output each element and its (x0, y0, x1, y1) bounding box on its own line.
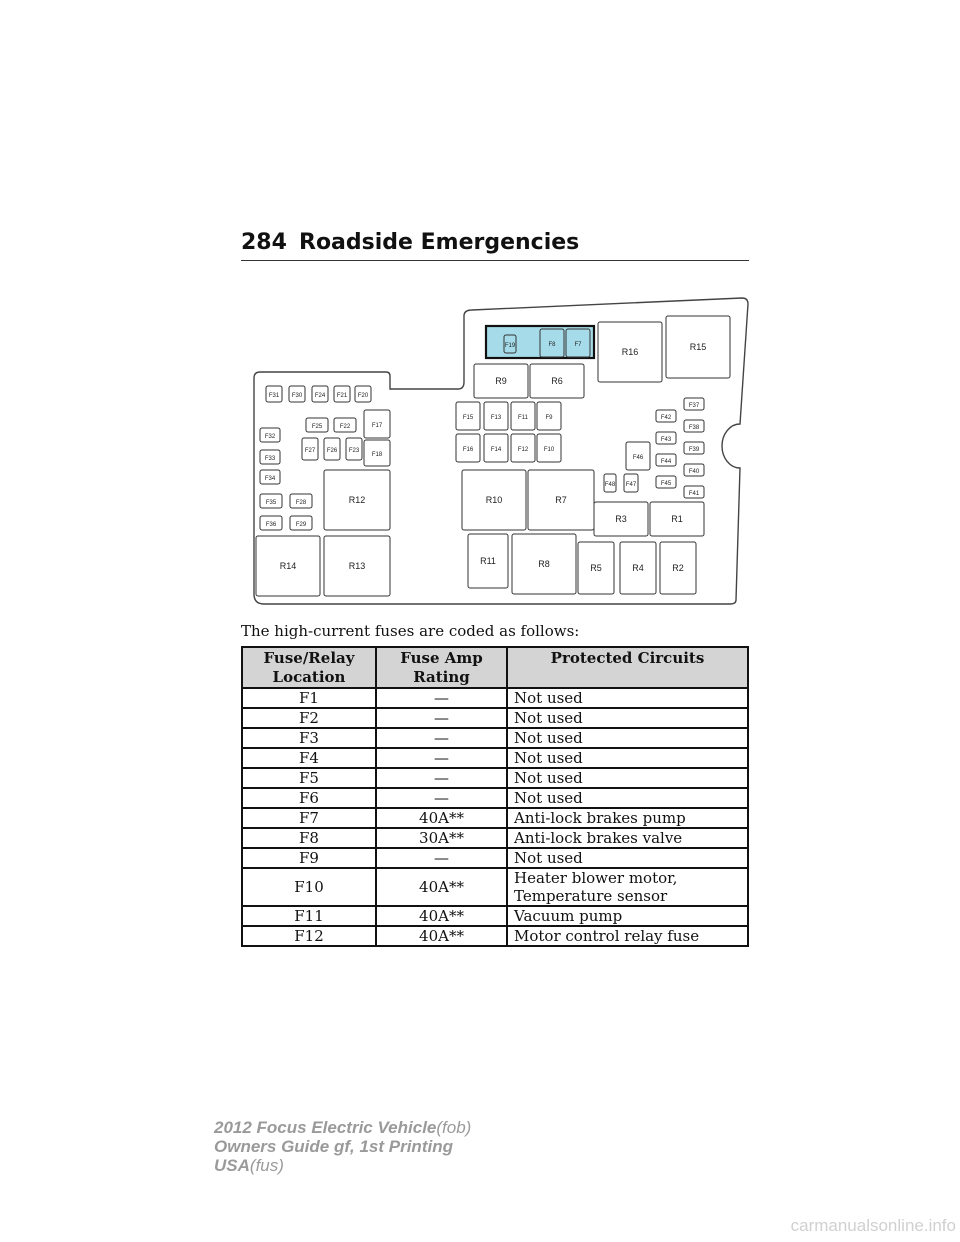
header-circuits: Protected Circuits (507, 647, 748, 688)
cell-amp: — (376, 788, 507, 808)
cell-amp: — (376, 708, 507, 728)
table-row (242, 868, 748, 906)
table-row (242, 906, 748, 926)
slot-label-f17: F17 (371, 423, 383, 429)
slot-label-r9: R9 (495, 376, 507, 386)
slot-label-r5: R5 (590, 563, 602, 573)
cell-amp: 40A** (376, 868, 507, 906)
slot-label-f8: F8 (548, 342, 556, 348)
slot-label-f29: F29 (295, 522, 307, 528)
cell-circuit: Anti-lock brakes pump (507, 808, 748, 828)
cell-circuit: Vacuum pump (507, 906, 748, 926)
slot-label-f33: F33 (264, 456, 276, 462)
cell-circuit (507, 868, 748, 906)
slot-label-f28: F28 (295, 500, 307, 506)
cell-location: F11 (242, 906, 376, 926)
slot-label-r11: R11 (480, 556, 496, 566)
slot-label-f22: F22 (339, 424, 351, 430)
slot-label-f45: F45 (660, 481, 672, 487)
slot-label-f43: F43 (660, 437, 672, 443)
table-header-row (242, 647, 748, 688)
table-row (242, 728, 748, 748)
cell-location: F10 (242, 868, 376, 906)
slot-label-f46: F46 (632, 455, 644, 461)
watermark: carmanualsonline.info (790, 1216, 956, 1235)
cell-amp: 40A** (376, 808, 507, 828)
slot-label-f48: F48 (604, 482, 616, 488)
cell-circuit: Not used (507, 768, 748, 788)
fuse-box-diagram (250, 294, 750, 606)
circuit-line: Heater blower motor, (514, 869, 678, 887)
slot-label-f35: F35 (265, 500, 277, 506)
slot-label-f34: F34 (264, 476, 276, 482)
slot-label-r16: R16 (621, 347, 639, 357)
slot-label-f26: F26 (326, 448, 338, 454)
slot-label-r12: R12 (348, 495, 366, 505)
cell-location: F6 (242, 788, 376, 808)
header-rule (241, 260, 749, 261)
slot-label-f11: F11 (518, 415, 528, 421)
section-title: Roadside Emergencies (299, 230, 580, 255)
slot-label-f23: F23 (348, 448, 360, 454)
cell-location: F9 (242, 848, 376, 868)
cell-circuit: Not used (507, 788, 748, 808)
slot-label-f44: F44 (660, 459, 672, 465)
print-footer (214, 1118, 471, 1175)
slot-label-f39: F39 (688, 447, 700, 453)
cell-location: F5 (242, 768, 376, 788)
slot-label-f25: F25 (311, 424, 323, 430)
slot-label-r13: R13 (348, 561, 366, 571)
slot-label-r10: R10 (485, 495, 503, 505)
header-location: Fuse/Relay Location (242, 647, 376, 688)
slot-label-f19: F19 (504, 343, 516, 349)
footer-line2: Owners Guide gf, 1st Printing (214, 1137, 453, 1156)
table-row (242, 688, 748, 708)
slot-label-r14: R14 (279, 561, 297, 571)
slot-label-r2: R2 (672, 563, 684, 573)
slot-label-r15: R15 (689, 342, 707, 352)
cell-circuit: Not used (507, 688, 748, 708)
cell-location: F3 (242, 728, 376, 748)
slot-label-f37: F37 (688, 403, 700, 409)
cell-circuit: Not used (507, 748, 748, 768)
slot-label-f9: F9 (545, 415, 553, 421)
slot-label-f38: F38 (688, 425, 700, 431)
slot-label-r1: R1 (671, 514, 683, 524)
slot-label-f15: F15 (462, 415, 474, 421)
slot-label-f30: F30 (291, 393, 303, 399)
slot-label-f40: F40 (688, 469, 700, 475)
table-row (242, 828, 748, 848)
slot-label-r4: R4 (632, 563, 644, 573)
cell-circuit: Not used (507, 728, 748, 748)
footer-line1-code: (fob) (436, 1118, 472, 1137)
circuit-line: Temperature sensor (514, 887, 668, 905)
header-amp: Fuse Amp Rating (376, 647, 507, 688)
slot-label-f27: F27 (304, 448, 316, 454)
slot-label-f14: F14 (490, 447, 502, 453)
fuse-box-svg (250, 294, 750, 606)
slot-label-r8: R8 (538, 559, 550, 569)
slot-label-r7: R7 (555, 495, 567, 505)
slot-label-f32: F32 (264, 434, 276, 440)
page-header (241, 228, 749, 260)
slot-label-r6: R6 (551, 376, 563, 386)
slot-label-f18: F18 (371, 452, 383, 458)
slot-label-f16: F16 (462, 447, 474, 453)
table-row (242, 768, 748, 788)
slot-label-f13: F13 (490, 415, 502, 421)
slot-label-f12: F12 (517, 447, 529, 453)
slot-label-f24: F24 (314, 393, 326, 399)
slot-label-f47: F47 (625, 482, 637, 488)
table-row (242, 788, 748, 808)
slot-label-f10: F10 (543, 447, 555, 453)
cell-location: F2 (242, 708, 376, 728)
fuse-table (241, 646, 749, 947)
cell-location: F4 (242, 748, 376, 768)
cell-location: F1 (242, 688, 376, 708)
footer-line3: USA (214, 1156, 250, 1175)
cell-amp: 30A** (376, 828, 507, 848)
slot-label-f20: F20 (357, 393, 369, 399)
cell-location: F12 (242, 926, 376, 946)
cell-circuit: Not used (507, 708, 748, 728)
cell-amp: — (376, 768, 507, 788)
slot-label-f7: F7 (574, 342, 582, 348)
cell-amp: 40A** (376, 906, 507, 926)
cell-circuit: Motor control relay fuse (507, 926, 748, 946)
page-number: 284 (241, 230, 287, 255)
intro-text: The high-current fuses are coded as follows: (241, 622, 580, 640)
cell-amp: — (376, 748, 507, 768)
footer-line1: 2012 Focus Electric Vehicle (214, 1118, 437, 1137)
table-row (242, 848, 748, 868)
slot-label-r3: R3 (615, 514, 627, 524)
slot-label-f41: F41 (688, 491, 700, 497)
cell-amp: — (376, 848, 507, 868)
table-row (242, 708, 748, 728)
cell-location: F8 (242, 828, 376, 848)
cell-location: F7 (242, 808, 376, 828)
cell-circuit: Not used (507, 848, 748, 868)
slot-label-f21: F21 (336, 393, 348, 399)
cell-amp: — (376, 688, 507, 708)
slot-label-f42: F42 (660, 415, 672, 421)
footer-line3-code: (fus) (249, 1156, 284, 1175)
table-row (242, 748, 748, 768)
table-row (242, 808, 748, 828)
cell-amp: 40A** (376, 926, 507, 946)
cell-amp: — (376, 728, 507, 748)
slot-label-f31: F31 (268, 393, 280, 399)
table-row (242, 926, 748, 946)
cell-circuit: Anti-lock brakes valve (507, 828, 748, 848)
slot-label-f36: F36 (265, 522, 277, 528)
